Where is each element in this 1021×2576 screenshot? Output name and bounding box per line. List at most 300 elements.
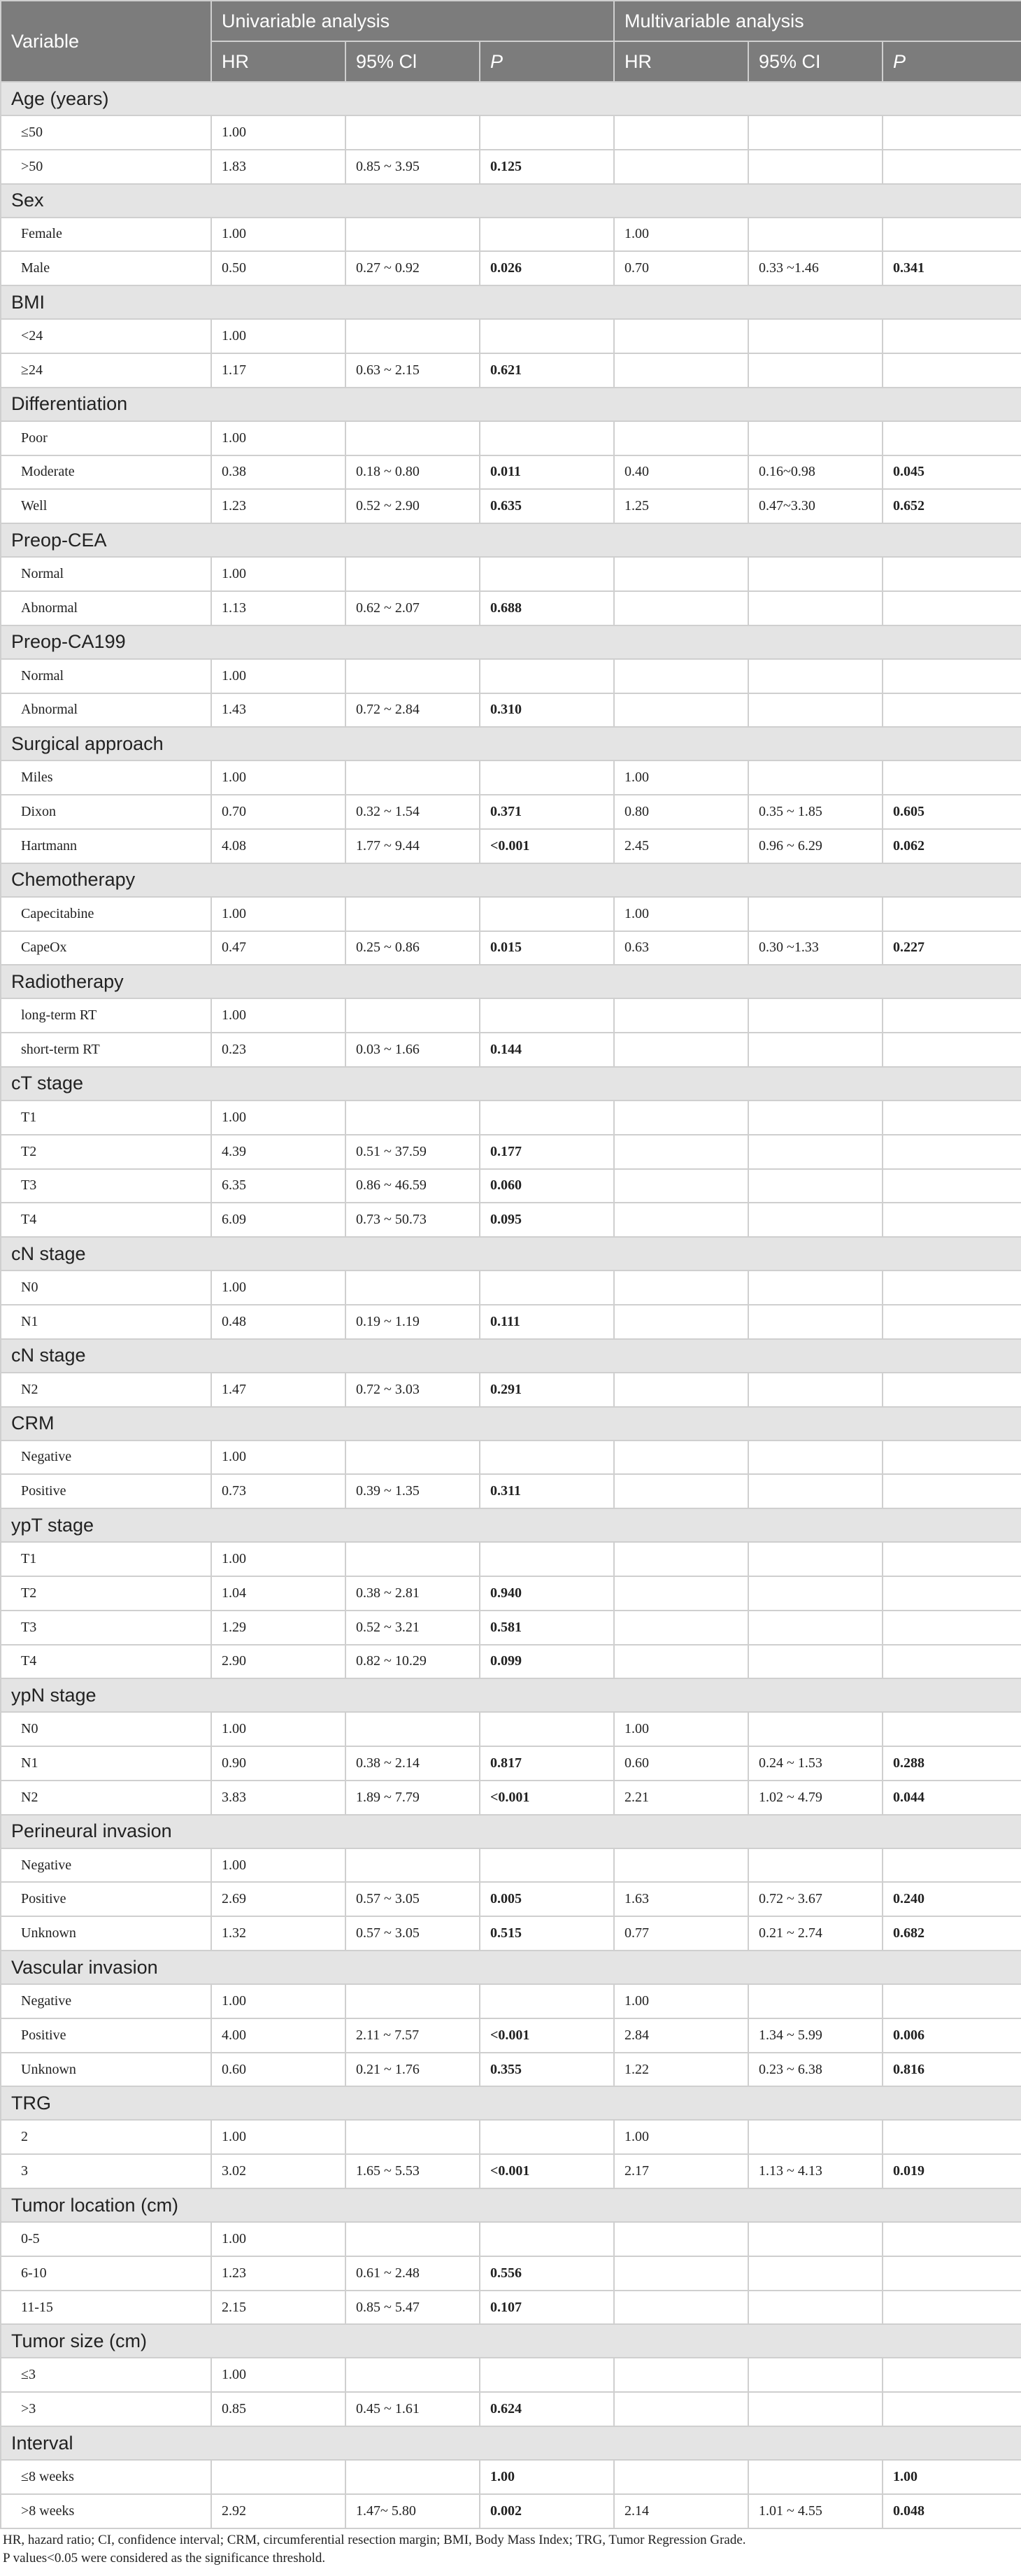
uni-p-cell: 0.011 — [480, 455, 614, 490]
uni-p-cell: 0.095 — [480, 1203, 614, 1237]
section-row — [1, 1815, 1021, 1848]
multivariable-header: Multivariable analysis — [614, 1, 1021, 41]
multi-hr-cell: 2.17 — [614, 2154, 748, 2188]
multi-p-cell — [883, 998, 1021, 1033]
uni-hr-cell: 1.32 — [211, 1916, 345, 1951]
uni-p-cell: 0.515 — [480, 1916, 614, 1951]
uni-hr-cell: 0.48 — [211, 1305, 345, 1339]
uni-ci-cell: 1.77 ~ 9.44 — [345, 829, 480, 863]
table-row — [1, 1645, 1021, 1679]
section-label: Preop-CEA — [1, 523, 1021, 557]
table-row — [1, 2053, 1021, 2087]
multi-ci-cell: 1.02 ~ 4.79 — [748, 1781, 883, 1815]
uni-p-cell — [480, 1712, 614, 1746]
multi-ci-cell — [748, 2120, 883, 2154]
section-label: ypN stage — [1, 1678, 1021, 1712]
table-row — [1, 150, 1021, 184]
level-label: N0 — [1, 1271, 211, 1305]
multi-p-cell: 0.045 — [883, 455, 1021, 490]
multi-hr-cell — [614, 659, 748, 693]
level-label: Poor — [1, 421, 211, 455]
table-row — [1, 1135, 1021, 1169]
multi-ci-cell — [748, 897, 883, 931]
multi-ci-cell — [748, 319, 883, 353]
uni-ci-cell: 0.03 ~ 1.66 — [345, 1033, 480, 1067]
level-label: <24 — [1, 319, 211, 353]
level-label: Well — [1, 489, 211, 523]
uni-hr-cell: 1.00 — [211, 1712, 345, 1746]
level-label: Positive — [1, 1474, 211, 1508]
multi-hr-cell — [614, 1135, 748, 1169]
uni-p-cell — [480, 421, 614, 455]
multi-hr-cell — [614, 1474, 748, 1508]
uni-hr-cell: 1.00 — [211, 421, 345, 455]
uni-ci-cell: 0.38 ~ 2.14 — [345, 1746, 480, 1781]
uni-ci-cell — [345, 2358, 480, 2392]
multi-p-cell — [883, 760, 1021, 795]
level-label: Capecitabine — [1, 897, 211, 931]
uni-ci-cell: 0.73 ~ 50.73 — [345, 1203, 480, 1237]
uni-p-cell: 0.688 — [480, 591, 614, 625]
multi-hr-cell — [614, 1848, 748, 1883]
footnote-significance: P values<0.05 were considered as the significance threshold. — [3, 2551, 326, 2566]
level-label: T2 — [1, 1576, 211, 1611]
multi-hr-cell: 1.00 — [614, 897, 748, 931]
uni-ci-cell — [345, 1712, 480, 1746]
uni-hr-cell: 0.47 — [211, 931, 345, 965]
multi-ci-cell — [748, 693, 883, 728]
uni-hr-cell: 1.00 — [211, 760, 345, 795]
uni-hr-cell: 1.43 — [211, 693, 345, 728]
multi-p-cell: 0.341 — [883, 251, 1021, 285]
uni-hr-cell: 4.08 — [211, 829, 345, 863]
multi-p-cell — [883, 150, 1021, 184]
multi-p-header: P — [883, 41, 1021, 82]
table-row — [1, 1576, 1021, 1611]
multi-ci-cell: 1.34 ~ 5.99 — [748, 2018, 883, 2053]
table-row — [1, 2291, 1021, 2325]
uni-p-cell: 0.177 — [480, 1135, 614, 1169]
table-row — [1, 760, 1021, 795]
multi-ci-cell — [748, 1169, 883, 1203]
multi-hr-cell — [614, 1203, 748, 1237]
uni-ci-cell: 0.18 ~ 0.80 — [345, 455, 480, 490]
multi-hr-header: HR — [614, 41, 748, 82]
multi-hr-cell — [614, 319, 748, 353]
section-row — [1, 1951, 1021, 1984]
multi-hr-cell — [614, 2256, 748, 2291]
uni-p-cell: 0.111 — [480, 1305, 614, 1339]
level-label: Moderate — [1, 455, 211, 490]
multi-p-cell — [883, 1645, 1021, 1679]
multi-ci-cell: 0.72 ~ 3.67 — [748, 1882, 883, 1916]
uni-hr-cell: 4.39 — [211, 1135, 345, 1169]
multi-hr-cell — [614, 2222, 748, 2256]
multi-p-cell — [883, 1203, 1021, 1237]
multi-hr-cell: 2.21 — [614, 1781, 748, 1815]
uni-hr-cell: 1.00 — [211, 319, 345, 353]
uni-hr-cell: 3.83 — [211, 1781, 345, 1815]
uni-hr-cell: 1.00 — [211, 998, 345, 1033]
uni-ci-cell: 1.89 ~ 7.79 — [345, 1781, 480, 1815]
multi-p-cell — [883, 1848, 1021, 1883]
level-label: long-term RT — [1, 998, 211, 1033]
uni-p-cell — [480, 1848, 614, 1883]
multi-ci-cell — [748, 1645, 883, 1679]
multi-ci-cell — [748, 421, 883, 455]
uni-p-cell: 0.624 — [480, 2392, 614, 2426]
uni-ci-cell: 0.25 ~ 0.86 — [345, 931, 480, 965]
table-row — [1, 1542, 1021, 1576]
table-row — [1, 1033, 1021, 1067]
uni-hr-cell: 1.00 — [211, 2120, 345, 2154]
multi-p-cell — [883, 1135, 1021, 1169]
multi-p-cell: 0.240 — [883, 1882, 1021, 1916]
uni-ci-cell: 0.39 ~ 1.35 — [345, 1474, 480, 1508]
multi-hr-cell: 1.00 — [614, 2120, 748, 2154]
uni-ci-cell — [345, 1441, 480, 1475]
uni-hr-cell: 2.92 — [211, 2494, 345, 2528]
table-row — [1, 218, 1021, 252]
multi-ci-cell — [748, 1373, 883, 1407]
table-row — [1, 1271, 1021, 1305]
uni-ci-cell: 0.51 ~ 37.59 — [345, 1135, 480, 1169]
uni-hr-cell: 1.17 — [211, 353, 345, 388]
uni-hr-cell: 0.90 — [211, 1746, 345, 1781]
level-label: Hartmann — [1, 829, 211, 863]
multi-hr-cell — [614, 1611, 748, 1645]
uni-hr-cell: 1.04 — [211, 1576, 345, 1611]
section-label: TRG — [1, 2086, 1021, 2120]
uni-p-header: P — [480, 41, 614, 82]
section-row — [1, 1067, 1021, 1101]
uni-hr-cell: 2.90 — [211, 1645, 345, 1679]
uni-p-cell: 0.817 — [480, 1746, 614, 1781]
table-row — [1, 1882, 1021, 1916]
level-label: T2 — [1, 1135, 211, 1169]
multi-p-cell — [883, 897, 1021, 931]
multi-ci-cell: 0.96 ~ 6.29 — [748, 829, 883, 863]
multi-p-cell: 0.227 — [883, 931, 1021, 965]
uni-ci-cell — [345, 897, 480, 931]
uni-p-cell — [480, 319, 614, 353]
table-row — [1, 1203, 1021, 1237]
uni-hr-cell: 1.23 — [211, 2256, 345, 2291]
multi-p-cell: 0.019 — [883, 2154, 1021, 2188]
table-row — [1, 1169, 1021, 1203]
uni-p-cell — [480, 1984, 614, 2018]
uni-hr-cell: 0.50 — [211, 251, 345, 285]
uni-hr-header: HR — [211, 41, 345, 82]
multi-hr-cell — [614, 1169, 748, 1203]
multi-p-cell — [883, 1712, 1021, 1746]
uni-p-cell — [480, 659, 614, 693]
multi-hr-cell — [614, 1033, 748, 1067]
uni-p-cell: 0.026 — [480, 251, 614, 285]
table-row — [1, 2494, 1021, 2528]
section-label: Chemotherapy — [1, 863, 1021, 897]
section-label: cN stage — [1, 1237, 1021, 1271]
multi-p-cell — [883, 591, 1021, 625]
uni-ci-cell — [345, 1542, 480, 1576]
uni-hr-cell: 1.83 — [211, 150, 345, 184]
level-label: N2 — [1, 1781, 211, 1815]
multi-ci-cell: 0.33 ~1.46 — [748, 251, 883, 285]
uni-hr-cell: 0.85 — [211, 2392, 345, 2426]
uni-ci-cell — [345, 2222, 480, 2256]
multi-hr-cell: 0.40 — [614, 455, 748, 490]
uni-p-cell: 0.355 — [480, 2053, 614, 2087]
uni-ci-cell: 0.52 ~ 2.90 — [345, 489, 480, 523]
uni-p-cell — [480, 2222, 614, 2256]
level-label: N0 — [1, 1712, 211, 1746]
uni-hr-cell: 1.00 — [211, 1848, 345, 1883]
uni-p-cell — [480, 2120, 614, 2154]
uni-ci-cell: 0.61 ~ 2.48 — [345, 2256, 480, 2291]
uni-p-cell: <0.001 — [480, 2018, 614, 2053]
multi-p-cell — [883, 319, 1021, 353]
uni-p-cell: 1.00 — [480, 2460, 614, 2494]
uni-ci-cell — [345, 760, 480, 795]
uni-ci-cell: 0.86 ~ 46.59 — [345, 1169, 480, 1203]
level-label: CapeOx — [1, 931, 211, 965]
level-label: N1 — [1, 1746, 211, 1781]
uni-hr-cell: 1.00 — [211, 1441, 345, 1475]
level-label: 0-5 — [1, 2222, 211, 2256]
level-label: 11-15 — [1, 2291, 211, 2325]
uni-ci-cell — [345, 557, 480, 591]
level-label: N1 — [1, 1305, 211, 1339]
section-row — [1, 2426, 1021, 2460]
uni-hr-cell: 1.00 — [211, 897, 345, 931]
section-row — [1, 863, 1021, 897]
multi-hr-cell: 2.45 — [614, 829, 748, 863]
table-row — [1, 251, 1021, 285]
table-row — [1, 1712, 1021, 1746]
section-row — [1, 2086, 1021, 2120]
uni-ci-cell: 0.38 ~ 2.81 — [345, 1576, 480, 1611]
multi-hr-cell: 1.22 — [614, 2053, 748, 2087]
multi-ci-cell — [748, 1984, 883, 2018]
uni-ci-cell: 0.45 ~ 1.61 — [345, 2392, 480, 2426]
table-row — [1, 1101, 1021, 1135]
multi-p-cell — [883, 1169, 1021, 1203]
uni-p-cell — [480, 557, 614, 591]
uni-hr-cell: 6.09 — [211, 1203, 345, 1237]
uni-ci-cell — [345, 319, 480, 353]
table-row — [1, 1781, 1021, 1815]
multi-hr-cell — [614, 421, 748, 455]
multi-p-cell — [883, 218, 1021, 252]
table-row — [1, 353, 1021, 388]
multi-ci-cell — [748, 2291, 883, 2325]
table-row — [1, 795, 1021, 829]
section-label: Differentiation — [1, 388, 1021, 421]
multi-hr-cell — [614, 693, 748, 728]
table-row — [1, 1373, 1021, 1407]
uni-ci-cell: 0.57 ~ 3.05 — [345, 1916, 480, 1951]
table-row — [1, 319, 1021, 353]
level-label: Abnormal — [1, 591, 211, 625]
level-label: Abnormal — [1, 693, 211, 728]
uni-ci-cell: 0.85 ~ 3.95 — [345, 150, 480, 184]
table-row — [1, 1305, 1021, 1339]
multi-ci-cell: 0.16~0.98 — [748, 455, 883, 490]
section-label: Perineural invasion — [1, 1815, 1021, 1848]
uni-ci-cell: 0.19 ~ 1.19 — [345, 1305, 480, 1339]
multi-p-cell — [883, 353, 1021, 388]
table-row — [1, 1441, 1021, 1475]
multi-ci-cell — [748, 1441, 883, 1475]
level-label: T3 — [1, 1169, 211, 1203]
variable-header: Variable — [1, 1, 211, 82]
multi-p-cell: 0.605 — [883, 795, 1021, 829]
level-label: T3 — [1, 1611, 211, 1645]
uni-ci-cell: 0.52 ~ 3.21 — [345, 1611, 480, 1645]
multi-p-cell — [883, 2358, 1021, 2392]
multi-p-cell — [883, 2392, 1021, 2426]
multi-p-cell: 0.048 — [883, 2494, 1021, 2528]
multi-p-cell: 0.006 — [883, 2018, 1021, 2053]
level-label: Male — [1, 251, 211, 285]
uni-ci-cell: 0.63 ~ 2.15 — [345, 353, 480, 388]
section-row — [1, 2188, 1021, 2222]
multi-p-cell — [883, 1611, 1021, 1645]
uni-p-cell: 0.581 — [480, 1611, 614, 1645]
uni-hr-cell — [211, 2460, 345, 2494]
section-label: Preop-CA199 — [1, 625, 1021, 659]
table-row — [1, 1746, 1021, 1781]
multi-hr-cell: 1.25 — [614, 489, 748, 523]
multi-p-cell — [883, 557, 1021, 591]
level-label: Miles — [1, 760, 211, 795]
multi-hr-cell — [614, 557, 748, 591]
multi-hr-cell: 0.60 — [614, 1746, 748, 1781]
uni-ci-cell — [345, 218, 480, 252]
uni-hr-cell: 2.69 — [211, 1882, 345, 1916]
multi-hr-cell — [614, 1101, 748, 1135]
multi-hr-cell — [614, 353, 748, 388]
section-label: ypT stage — [1, 1508, 1021, 1542]
section-label: cN stage — [1, 1339, 1021, 1373]
multi-p-cell — [883, 115, 1021, 150]
multi-hr-cell — [614, 2460, 748, 2494]
uni-ci-cell: 0.82 ~ 10.29 — [345, 1645, 480, 1679]
section-row — [1, 1237, 1021, 1271]
uni-p-cell: 0.940 — [480, 1576, 614, 1611]
uni-p-cell: <0.001 — [480, 1781, 614, 1815]
multi-p-cell — [883, 2291, 1021, 2325]
uni-hr-cell: 4.00 — [211, 2018, 345, 2053]
uni-p-cell: 0.005 — [480, 1882, 614, 1916]
uni-p-cell: 0.371 — [480, 795, 614, 829]
section-label: Surgical approach — [1, 727, 1021, 760]
footnote-abbreviations: HR, hazard ratio; CI, confidence interval; CRM, circumferential resection margin; BMI, Body Mass Index; TRG, Tumor Regression Grade. — [3, 2533, 746, 2547]
section-label: cT stage — [1, 1067, 1021, 1101]
uni-ci-cell: 0.72 ~ 3.03 — [345, 1373, 480, 1407]
multi-ci-cell — [748, 557, 883, 591]
uni-ci-cell: 0.57 ~ 3.05 — [345, 1882, 480, 1916]
multi-ci-cell — [748, 1305, 883, 1339]
multi-ci-cell — [748, 1542, 883, 1576]
multi-hr-cell — [614, 1373, 748, 1407]
multi-p-cell — [883, 693, 1021, 728]
level-label: Negative — [1, 1441, 211, 1475]
level-label: >3 — [1, 2392, 211, 2426]
table-row — [1, 455, 1021, 490]
table-row — [1, 421, 1021, 455]
uni-p-cell: 0.015 — [480, 931, 614, 965]
section-row — [1, 82, 1021, 115]
level-label: short-term RT — [1, 1033, 211, 1067]
multi-ci-cell: 1.13 ~ 4.13 — [748, 2154, 883, 2188]
multi-ci-cell — [748, 353, 883, 388]
multi-hr-cell: 1.63 — [614, 1882, 748, 1916]
uni-p-cell: <0.001 — [480, 829, 614, 863]
multi-hr-cell — [614, 150, 748, 184]
uni-p-cell — [480, 2358, 614, 2392]
uni-hr-cell: 0.70 — [211, 795, 345, 829]
multi-p-cell — [883, 1373, 1021, 1407]
uni-ci-cell — [345, 115, 480, 150]
multi-hr-cell: 0.63 — [614, 931, 748, 965]
multi-ci-cell: 0.30 ~1.33 — [748, 931, 883, 965]
uni-p-cell — [480, 218, 614, 252]
table-row — [1, 829, 1021, 863]
multi-hr-cell — [614, 1441, 748, 1475]
multi-p-cell — [883, 1271, 1021, 1305]
multi-ci-cell — [748, 1474, 883, 1508]
multi-ci-cell — [748, 115, 883, 150]
level-label: Unknown — [1, 1916, 211, 1951]
section-row — [1, 625, 1021, 659]
uni-ci-cell: 2.11 ~ 7.57 — [345, 2018, 480, 2053]
level-label: Negative — [1, 1848, 211, 1883]
uni-p-cell: 0.002 — [480, 2494, 614, 2528]
level-label: T4 — [1, 1645, 211, 1679]
table-row — [1, 1474, 1021, 1508]
uni-hr-cell: 0.73 — [211, 1474, 345, 1508]
uni-ci-cell: 0.21 ~ 1.76 — [345, 2053, 480, 2087]
uni-p-cell — [480, 1101, 614, 1135]
level-label: Positive — [1, 1882, 211, 1916]
section-row — [1, 523, 1021, 557]
section-row — [1, 2324, 1021, 2358]
multi-p-cell: 0.682 — [883, 1916, 1021, 1951]
section-label: Age (years) — [1, 82, 1021, 115]
uni-hr-cell: 1.00 — [211, 557, 345, 591]
level-label: Normal — [1, 557, 211, 591]
table-row — [1, 2392, 1021, 2426]
uni-hr-cell: 1.47 — [211, 1373, 345, 1407]
multi-ci-cell — [748, 218, 883, 252]
multi-hr-cell — [614, 1645, 748, 1679]
level-label: Normal — [1, 659, 211, 693]
table-row — [1, 115, 1021, 150]
multi-hr-cell: 2.14 — [614, 2494, 748, 2528]
multi-hr-cell: 0.70 — [614, 251, 748, 285]
table-row — [1, 1611, 1021, 1645]
uni-ci-cell — [345, 1848, 480, 1883]
multi-p-cell — [883, 1576, 1021, 1611]
univariable-header: Univariable analysis — [211, 1, 614, 41]
multi-p-cell: 0.652 — [883, 489, 1021, 523]
uni-p-cell: 0.310 — [480, 693, 614, 728]
section-row — [1, 388, 1021, 421]
uni-ci-cell — [345, 1101, 480, 1135]
uni-hr-cell: 1.23 — [211, 489, 345, 523]
section-label: BMI — [1, 285, 1021, 319]
